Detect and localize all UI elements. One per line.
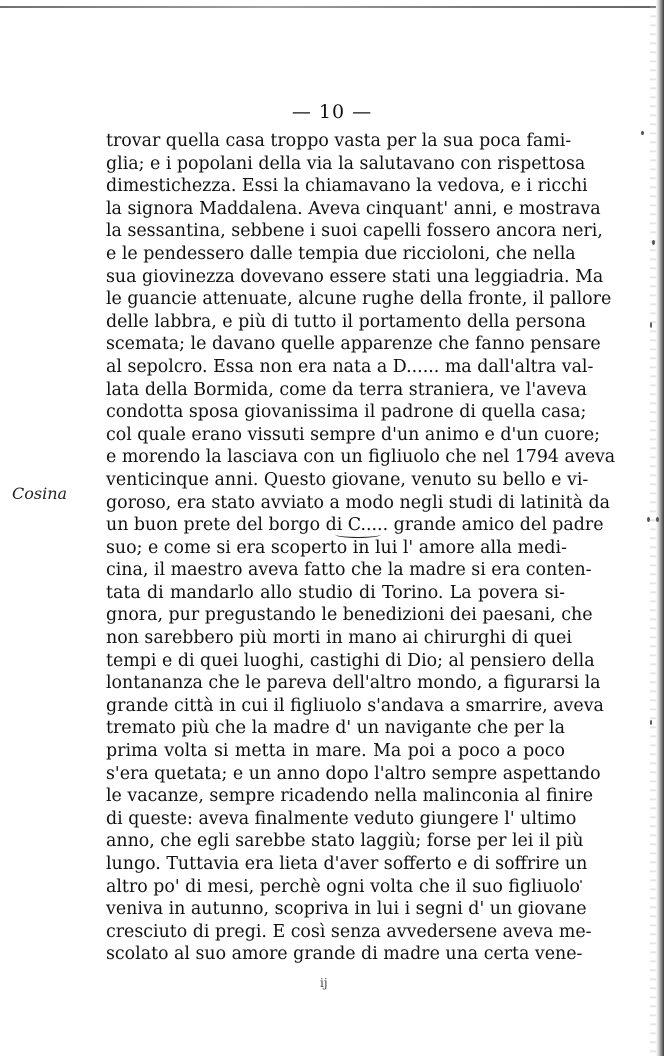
text-line: lata della Bormida, come da terra straniera, ve l'aveva — [106, 379, 587, 400]
text-line: suo; e come si era scoperto in lui l' amore alla medi- — [106, 537, 567, 558]
text-line: col quale erano vissuti sempre d'un animo e d'un cuore; — [106, 424, 601, 445]
page-speck — [580, 880, 582, 883]
page-speck — [656, 517, 659, 522]
page-speck — [650, 720, 652, 725]
text-line: condotta sposa giovanissima il padrone di quella casa; — [106, 402, 587, 423]
text-line: scemata; le davano quelle apparenze che fanno pensare — [106, 334, 601, 355]
page-speck — [647, 517, 650, 522]
text-line: la signora Maddalena. Aveva cinquant' anni, e mostrava — [106, 198, 601, 219]
text-line: scolato al suo amore grande di madre una certa vene- — [106, 944, 583, 965]
body-text — [106, 130, 616, 966]
text-line: cresciuto di pregi. E così senza avvedersene aveva me- — [106, 921, 592, 942]
text-line: veniva in autunno, scopriva in lui i segni d' un giovane — [106, 899, 587, 920]
text-line: e le pendessero dalle tempia due riccioloni, che nella — [106, 243, 576, 264]
top-edge-rule — [0, 6, 664, 8]
text-line: non sarebbero più morti in mano ai chirurghi di quei — [106, 628, 572, 649]
footer-mark: ij — [320, 976, 328, 990]
text-line: altro po' di mesi, perchè ogni volta che il suo figliuolo — [106, 876, 580, 897]
text-line: tempi e di quei luoghi, castighi di Dio; al pensiero della — [106, 650, 595, 671]
text-line: delle labbra, e più di tutto il portamento della persona — [106, 311, 586, 332]
handwritten-margin-note: Cosina — [12, 484, 68, 503]
text-line: lungo. Tuttavia era lieta d'aver sofferto e di soffrire un — [106, 854, 588, 874]
text-line: tremato più che la madre d' un navigante che per la — [106, 718, 565, 739]
text-line: s'era quetata; e un anno dopo l'altro sempre aspettando — [106, 763, 601, 784]
page-speck — [652, 240, 655, 245]
text-line: le vacanze, sempre ricadendo nella malinconia al finire — [106, 786, 594, 807]
text-line: glia; e i popolani della via la salutavano con rispettosa — [106, 153, 586, 174]
page-speck — [650, 322, 652, 328]
text-line: la sessantina, sebbene i suoi capelli fossero ancora neri, — [106, 221, 603, 242]
text-line: venticinque anni. Questo giovane, venuto su bello e vi- — [106, 469, 589, 490]
text-line: dimestichezza. Essi la chiamavano la vedova, e i ricchi — [106, 176, 588, 197]
text-line: grande città in cui il figliuolo s'andava a smarrire, aveva — [106, 695, 604, 716]
text-line: gnora, pur pregustando le benedizioni dei paesani, che — [106, 605, 593, 626]
page-number: — 10 — — [291, 101, 373, 123]
text-line: le guancie attenuate, alcune rughe della fronte, il pallore — [106, 289, 612, 310]
text-line: lontananza che le pareva dell'altro mondo, a figurarsi la — [106, 673, 601, 694]
text-line: tata di mandarlo allo studio di Torino. La povera si- — [106, 582, 565, 603]
text-line: prima volta si metta in mare. Ma poi a poco a poco — [106, 741, 565, 762]
text-line: di queste: aveva finalmente veduto giungere l' ultimo — [106, 808, 577, 829]
text-line: al sepolcro. Essa non era nata a D...... ma dall'altra val- — [106, 356, 594, 377]
text-line: e morendo la lasciava con un figliuolo che nel 1794 aveva — [106, 447, 616, 468]
text-line: un buon prete del borgo di C..... grande amico del padre — [106, 515, 604, 536]
text-line: sua giovinezza dovevano essere stati una leggiadria. Ma — [106, 266, 604, 287]
text-line: goroso, era stato avviato a modo negli studi di latinità da — [106, 492, 610, 513]
text-line: cina, il maestro aveva fatto che la madre si era conten- — [106, 560, 592, 581]
text-line: anno, che egli sarebbe stato laggiù; forse per lei il più — [106, 831, 584, 852]
pencil-underline-mark — [335, 531, 381, 538]
binding-edge — [656, 0, 664, 1056]
text-line: trovar quella casa troppo vasta per la sua poca fami- — [106, 131, 572, 151]
page-speck — [641, 131, 644, 135]
